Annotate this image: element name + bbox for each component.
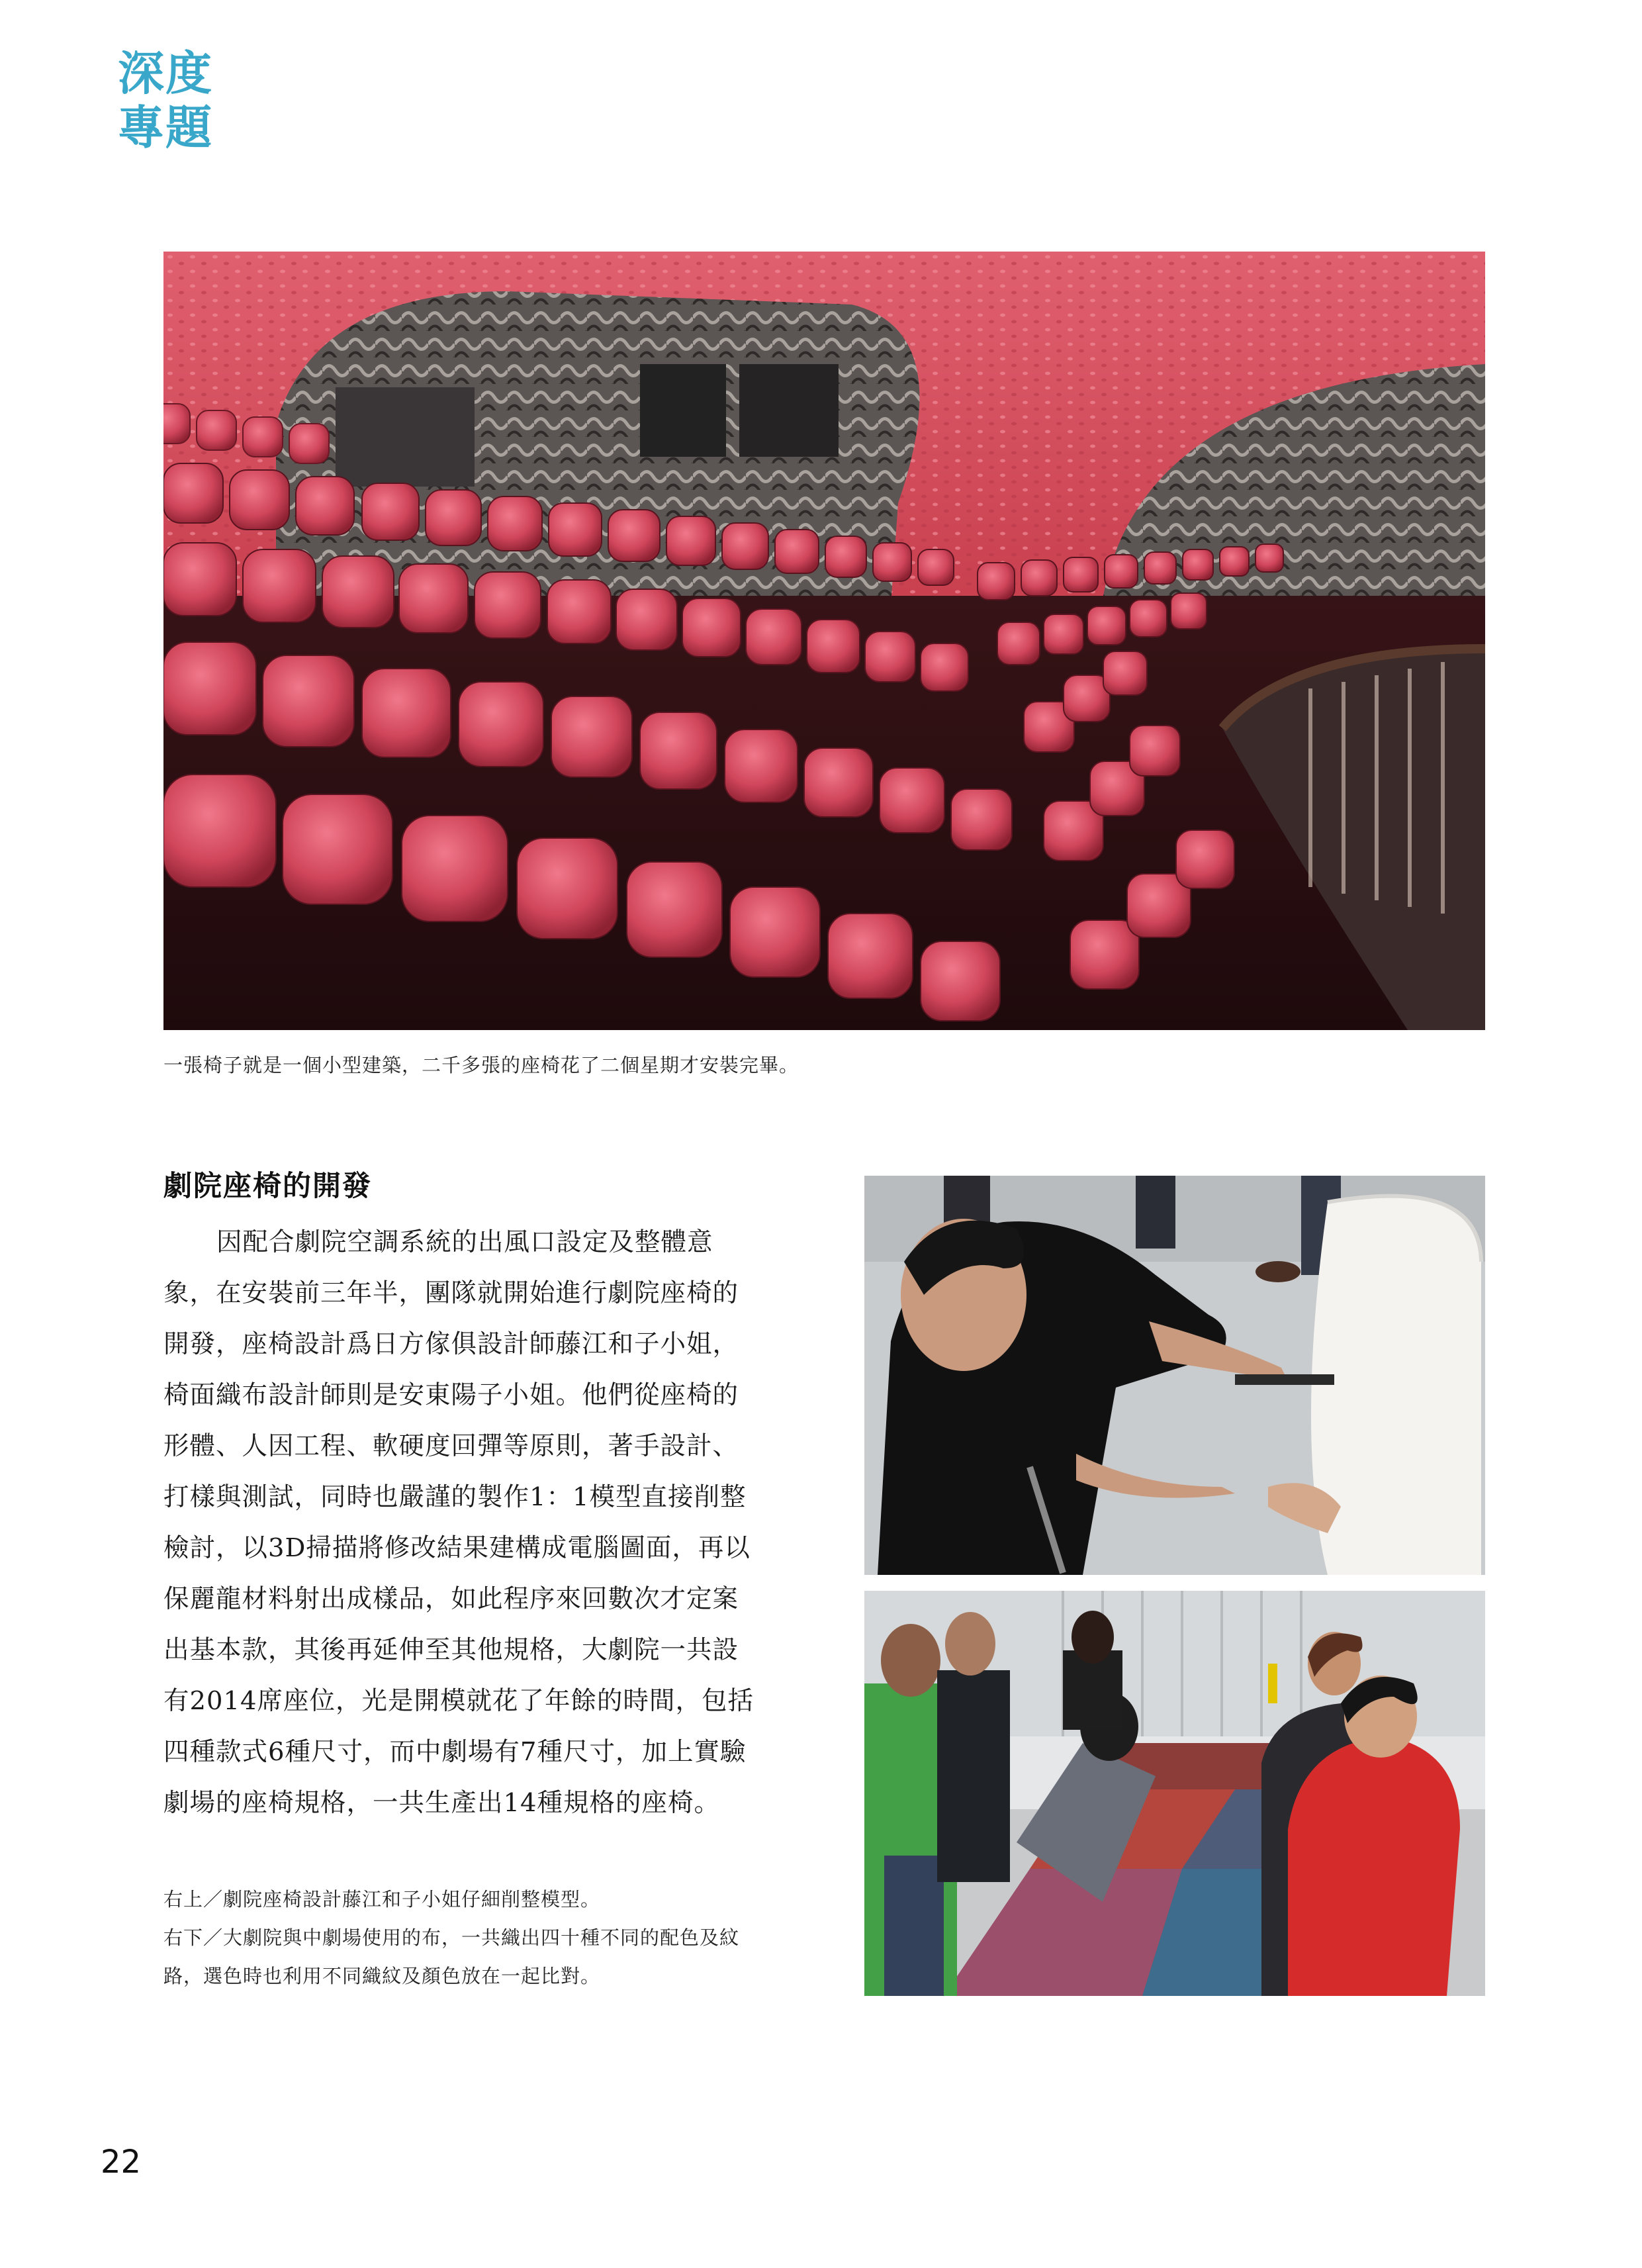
section-tag	[118, 46, 213, 155]
fabric-selection-photo	[864, 1591, 1485, 1996]
body-line: 保麗龍材料射出成樣品，如此程序來回數次才定案	[163, 1584, 739, 1614]
article-body	[163, 1217, 789, 1828]
page-number: 22	[101, 2144, 142, 2181]
article-heading: 劇院座椅的開發	[163, 1170, 372, 1203]
body-line: 因配合劇院空調系統的出風口設定及整體意	[216, 1227, 713, 1257]
body-line: 四種款式6種尺寸，而中劇場有7種尺寸，加上實驗	[163, 1737, 747, 1767]
section-tag-line1: 深度	[118, 46, 213, 101]
designer-illustration	[864, 1176, 1485, 1575]
side-photo-captions	[163, 1880, 792, 1995]
theater-seats-illustration	[163, 252, 1485, 1030]
theater-seats-photo	[163, 252, 1485, 1030]
section-tag-line2: 專題	[118, 100, 213, 155]
caption-top-right: 右上／劇院座椅設計藤江和子小姐仔細削整模型。	[163, 1888, 601, 1911]
caption-bottom-right-cont: 路，選色時也利用不同織紋及顏色放在一起比對。	[163, 1965, 601, 1987]
body-line: 打樣與測試，同時也嚴謹的製作1：1模型直接削整	[163, 1482, 747, 1512]
body-line: 檢討，以3D掃描將修改結果建構成電腦圖面，再以	[163, 1533, 751, 1563]
body-line: 形體、人因工程、軟硬度回彈等原則，著手設計、	[163, 1431, 739, 1461]
theater-photo-caption: 一張椅子就是一個小型建築，二千多張的座椅花了二個星期才安裝完畢。	[163, 1054, 799, 1076]
body-line: 出基本款，其後再延伸至其他規格，大劇院一共設	[163, 1635, 739, 1665]
body-line: 椅面織布設計師則是安東陽子小姐。他們從座椅的	[163, 1380, 739, 1410]
body-line: 象，在安裝前三年半，團隊就開始進行劇院座椅的	[163, 1278, 739, 1308]
body-line: 劇場的座椅規格，一共生產出14種規格的座椅。	[163, 1788, 720, 1818]
fabric-illustration	[864, 1591, 1485, 1996]
caption-bottom-right: 右下／大劇院與中劇場使用的布，一共織出四十種不同的配色及紋	[163, 1926, 740, 1949]
body-line: 開發，座椅設計爲日方傢俱設計師藤江和子小姐，	[163, 1329, 739, 1359]
body-line: 有2014席座位，光是開模就花了年餘的時間，包括	[163, 1686, 754, 1716]
designer-shaping-model-photo	[864, 1176, 1485, 1575]
